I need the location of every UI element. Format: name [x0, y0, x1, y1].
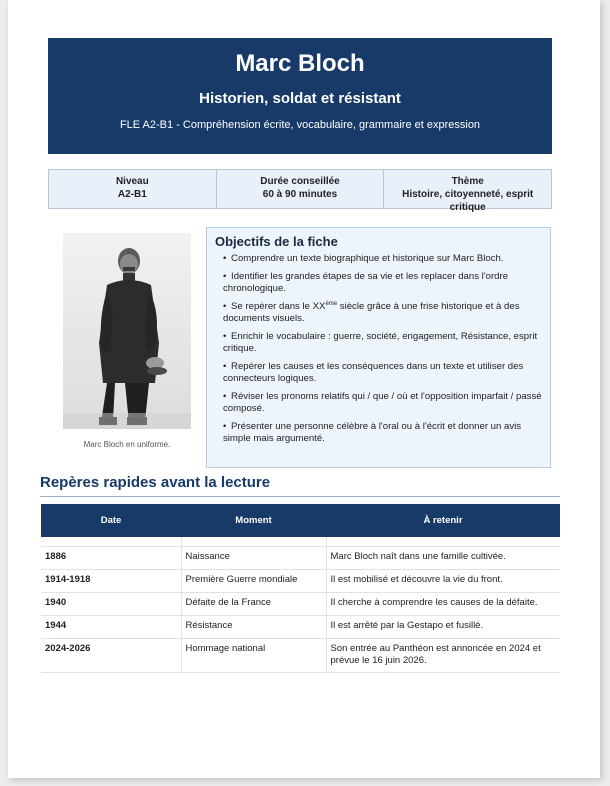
photo-caption: Marc Bloch en uniforme. [83, 440, 171, 449]
table-row [41, 638, 560, 672]
info-duration-label: Durée conseillée [260, 176, 340, 187]
objective-item: • Repérer les causes et les conséquences dans un texte et utiliser des connecteurs logiques. [223, 360, 524, 384]
row-date: 1944 [41, 615, 181, 638]
row-note: Il est arrêté par la Gestapo et fusillé. [326, 615, 560, 638]
timeline-section-title: Repères rapides avant la lecture [40, 474, 271, 491]
column-header-moment: Moment [181, 504, 326, 537]
objectives-list [215, 253, 542, 446]
row-moment: Hommage national [181, 638, 326, 672]
row-date: 1886 [41, 546, 181, 569]
table-row [41, 546, 560, 569]
column-header-date: Date [41, 504, 181, 537]
objective-item: • Présenter une personne célèbre à l'oral ou à l'écrit et donner un avis simple mais argumenté. [223, 420, 522, 444]
info-level [49, 170, 217, 208]
info-duration-value: 60 à 90 minutes [262, 189, 338, 200]
info-level-value: A2-B1 [117, 189, 147, 200]
soldier-portrait-image [63, 233, 191, 429]
row-moment: Naissance [181, 546, 326, 569]
section-divider [40, 496, 560, 497]
info-theme-value: Histoire, citoyenneté, esprit critique [402, 189, 534, 213]
row-moment: Résistance [181, 615, 326, 638]
table-row [41, 569, 560, 592]
row-moment: Défaite de la France [181, 592, 326, 615]
row-note: Il cherche à comprendre les causes de la défaite. [326, 592, 560, 615]
info-theme-label: Thème [451, 176, 484, 187]
row-note: Il est mobilisé et découvre la vie du front. [326, 569, 560, 592]
objective-item: • Réviser les pronoms relatifs qui / que / où et l'opposition imparfait / passé composé. [223, 390, 542, 414]
row-date: 2024-2026 [41, 638, 181, 672]
page-subtitle: Historien, soldat et résistant [199, 90, 401, 107]
table-row [41, 592, 560, 615]
timeline-table [41, 504, 560, 673]
table-row [41, 615, 560, 638]
course-description: FLE A2-B1 - Compréhension écrite, vocabulaire, grammaire et expression [119, 119, 481, 131]
info-theme [384, 170, 551, 213]
portrait-photo [63, 233, 191, 429]
objective-item: • Comprendre un texte biographique et historique sur Marc Bloch. [223, 253, 504, 264]
objective-item: • Enrichir le vocabulaire : guerre, société, engagement, Résistance, esprit critique. [223, 330, 538, 354]
document-page [8, 0, 600, 778]
title-banner [48, 38, 552, 154]
objective-item: • Identifier les grandes étapes de sa vie et les replacer dans l'ordre chronologique. [223, 270, 509, 294]
info-bar [48, 169, 552, 213]
objectives-box [206, 227, 551, 468]
row-moment: Première Guerre mondiale [181, 569, 326, 592]
objectives-title: Objectifs de la fiche [215, 234, 338, 249]
row-date: 1940 [41, 592, 181, 615]
column-header-note: À retenir [326, 504, 560, 537]
objective-item: • Se repérer dans le XXème siècle grâce à une frise historique et à des documents visuels. [223, 300, 520, 324]
table-spacer [41, 537, 560, 546]
info-duration [217, 170, 385, 208]
page-title: Marc Bloch [235, 50, 365, 77]
row-note: Son entrée au Panthéon est annoncée en 2024 et prévue le 16 juin 2026. [326, 638, 560, 672]
row-date: 1914-1918 [41, 569, 181, 592]
table-header-row [41, 504, 560, 537]
info-level-label: Niveau [115, 176, 149, 187]
row-note: Marc Bloch naît dans une famille cultivée. [326, 546, 560, 569]
